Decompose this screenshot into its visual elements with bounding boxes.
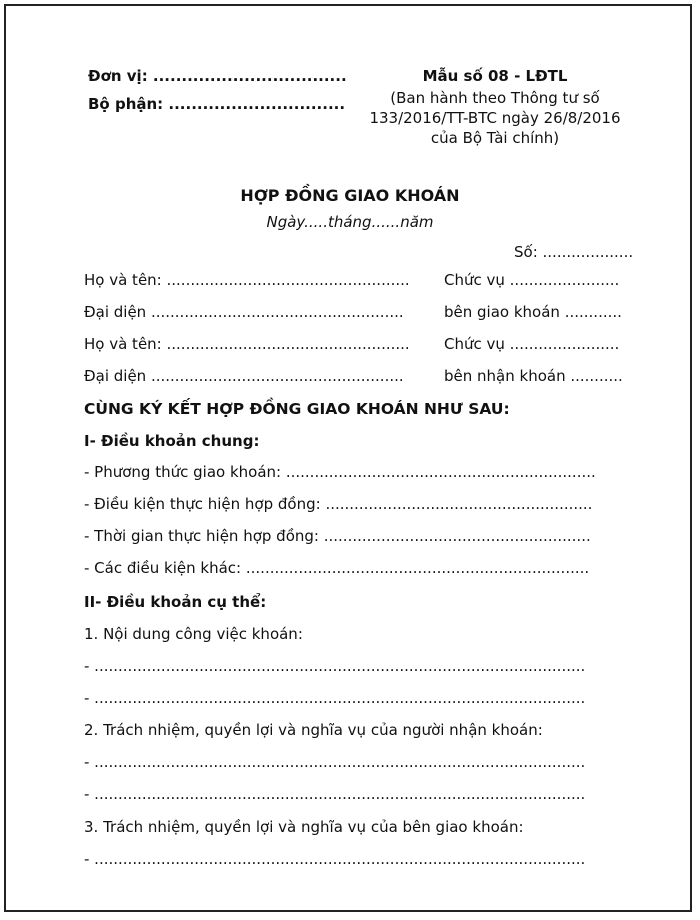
general-term-item: - Thời gian thực hiện hợp đồng: ........................................................ [84,527,591,545]
general-term-item: - Phương thức giao khoán: ................................................................. [84,463,596,481]
issued-line-1: (Ban hành theo Thông tư số [390,89,600,107]
subsection-1-title: 1. Nội dung công việc khoán: [84,625,303,643]
section-2-heading: II- Điều khoản cụ thể: [84,593,267,611]
document-number: Số: ................... [514,243,634,261]
date-line: Ngày.....tháng......năm [266,213,434,231]
fill-line: - ....................................................................................................... [84,785,586,803]
subsection-2-title: 2. Trách nhiệm, quyền lợi và nghĩa vụ của người nhận khoán: [84,721,543,739]
general-term-item: - Các điều kiện khác: ........................................................................ [84,559,590,577]
fill-line: - ....................................................................................................... [84,753,586,771]
party-right: Chức vụ ....................... [444,271,620,289]
party-left: Đại diện ..................................................... [84,303,404,321]
party-left: Đại diện ..................................................... [84,367,404,385]
issued-line-3: của Bộ Tài chính) [430,129,560,147]
agreement-heading: CÙNG KÝ KẾT HỢP ĐỒNG GIAO KHOÁN NHƯ SAU: [84,400,510,418]
form-number: Mẫu số 08 - LĐTL [422,67,568,85]
document-title: HỢP ĐỒNG GIAO KHOÁN [240,186,460,205]
party-right: Chức vụ ....................... [444,335,620,353]
party-right: bên giao khoán ............ [444,303,622,321]
party-left: Họ và tên: ................................................... [84,271,410,289]
fill-line: - ....................................................................................................... [84,689,586,707]
section-1-heading: I- Điều khoản chung: [84,432,260,450]
don-vi-line: Đơn vị: .................................. [88,67,347,85]
subsection-3-title: 3. Trách nhiệm, quyền lợi và nghĩa vụ của bên giao khoán: [84,818,524,836]
fill-line: - ....................................................................................................... [84,657,586,675]
general-term-item: - Điều kiện thực hiện hợp đồng: ........................................................ [84,495,593,513]
fill-line: - ....................................................................................................... [84,850,586,868]
party-right: bên nhận khoán ........... [444,367,623,385]
party-left: Họ và tên: ................................................... [84,335,410,353]
issued-line-2: 133/2016/TT-BTC ngày 26/8/2016 [369,109,621,127]
bo-phan-line: Bộ phận: ............................... [88,95,346,113]
